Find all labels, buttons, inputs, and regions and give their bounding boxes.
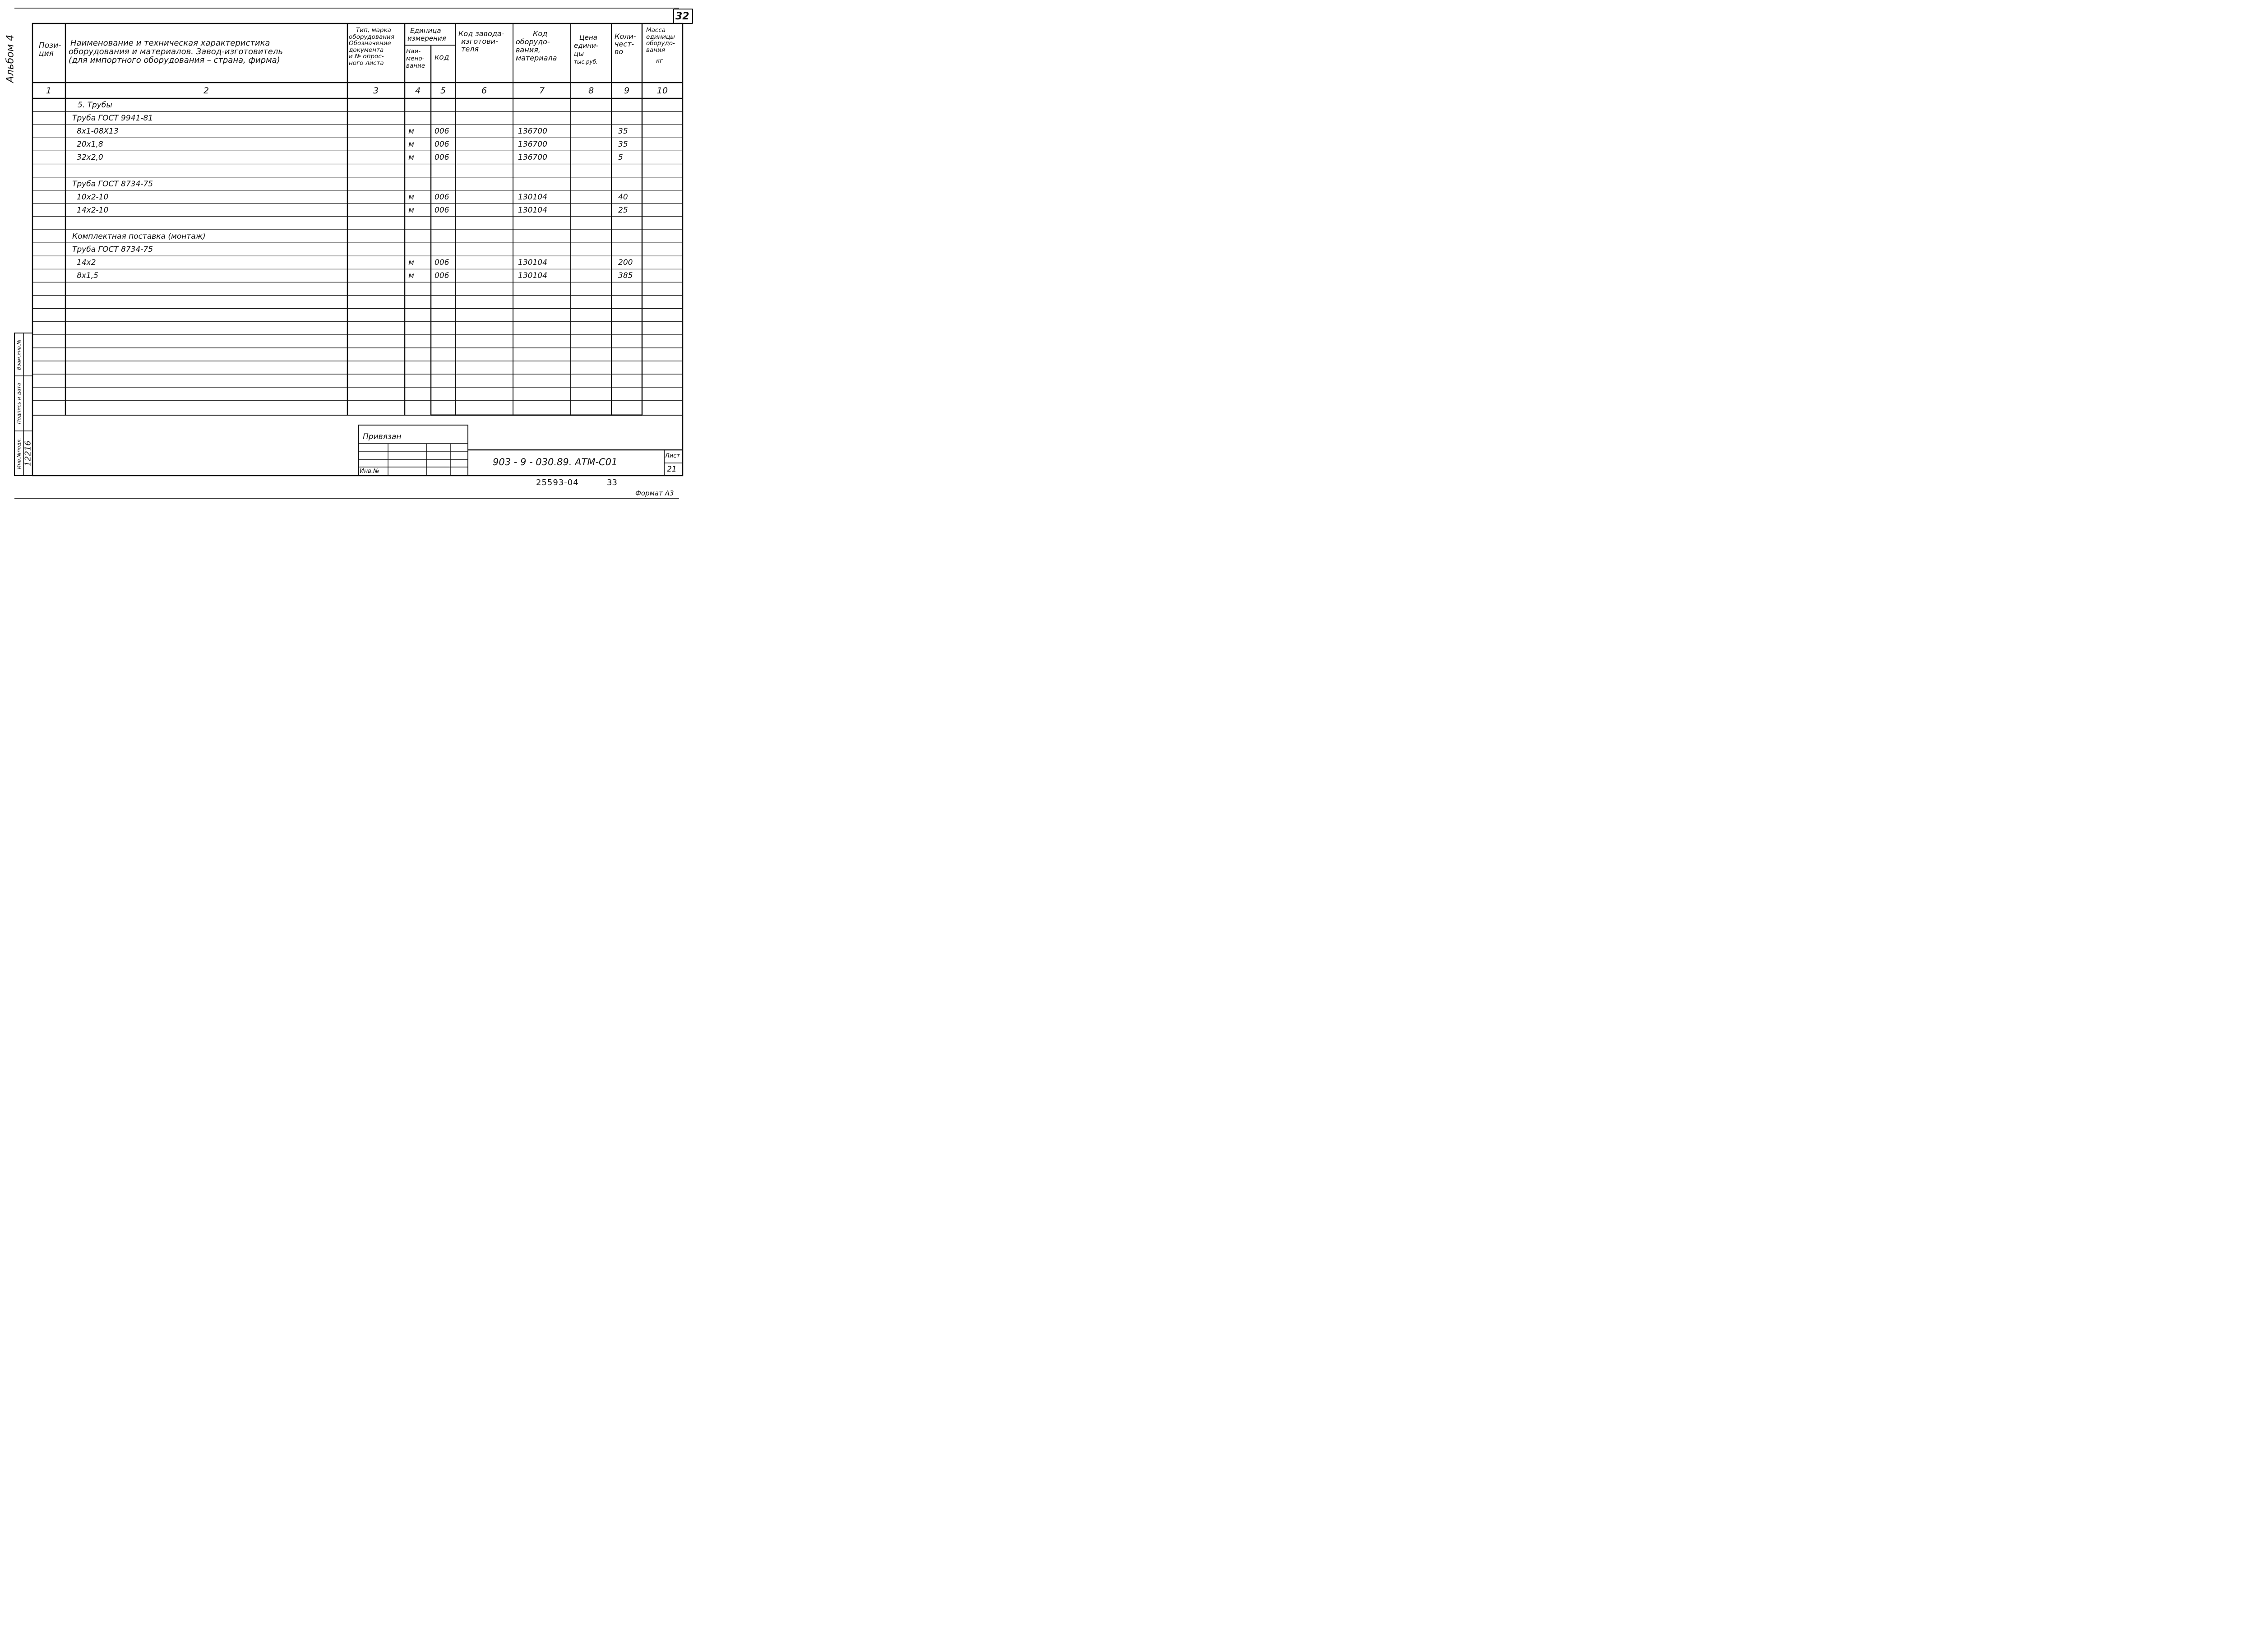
- item-name: Труба ГОСТ 9941-81: [72, 114, 153, 123]
- inventory-number: 12216: [23, 440, 33, 467]
- unit-code-cell: 006: [435, 153, 449, 162]
- material-code-cell: 130104: [518, 205, 547, 215]
- sheet-value: 21: [667, 465, 677, 474]
- item-name: 8х1-08Х13: [77, 127, 119, 136]
- unit-cell: м: [408, 140, 414, 149]
- material-code-cell: 136700: [518, 140, 547, 149]
- material-code-cell: 136700: [518, 153, 547, 162]
- side-stamp-replace-label: Взам.инв.№: [16, 339, 22, 370]
- material-code-cell: 130104: [518, 192, 547, 202]
- side-stamp-number: [23, 431, 32, 476]
- album-label-wrap: [4, 32, 17, 86]
- side-stamp-inv: [14, 431, 23, 476]
- unit-code-cell: 006: [435, 192, 449, 202]
- side-stamp-sign-label: Подпись и дата: [16, 383, 22, 424]
- header-col8: Цена едини- цы тыс.руб.: [574, 33, 599, 65]
- header-col7: Код оборудо- вания, материала: [516, 29, 557, 62]
- unit-cell: м: [408, 258, 414, 268]
- quantity-cell: 35: [618, 127, 628, 136]
- unit-cell: м: [408, 153, 414, 162]
- quantity-cell: 200: [618, 258, 633, 268]
- item-name: 32х2,0: [77, 153, 103, 162]
- item-name: 5. Трубы: [78, 101, 112, 110]
- side-stamp-inv-label: Инв.№подл.: [16, 438, 22, 469]
- side-stamp-replace: [14, 333, 23, 376]
- quantity-cell: 385: [618, 271, 633, 281]
- unit-cell: м: [408, 205, 414, 215]
- quantity-cell: 25: [618, 205, 628, 215]
- item-name: Комплектная поставка (монтаж): [72, 232, 206, 241]
- header-col5: код: [435, 53, 449, 62]
- inv-label: Инв.№: [360, 468, 379, 475]
- format-label: Формат А3: [635, 489, 674, 497]
- unit-cell: м: [408, 127, 414, 136]
- item-name: Труба ГОСТ 8734-75: [72, 245, 153, 255]
- quantity-cell: 35: [618, 140, 628, 149]
- side-stamp-sign: [14, 376, 23, 431]
- item-name: 14х2: [77, 258, 96, 268]
- sheet-number: 32: [675, 11, 689, 22]
- unit-cell: м: [408, 271, 414, 281]
- header-col10: Масса единицы оборудо- вания кг: [646, 27, 675, 65]
- quantity-cell: 40: [618, 192, 628, 202]
- item-name: Труба ГОСТ 8734-75: [72, 179, 153, 189]
- sheet-label: Лист: [665, 453, 680, 459]
- item-name: 14х2-10: [77, 205, 109, 215]
- header-col9: Коли- чест- во: [615, 32, 636, 56]
- material-code-cell: 130104: [518, 271, 547, 281]
- quantity-cell: 5: [618, 153, 623, 162]
- unit-code-cell: 006: [435, 258, 449, 268]
- album-label: Альбом 4: [5, 34, 16, 83]
- header-col4: Наи- мено- вание: [406, 48, 425, 69]
- item-name: 20х1,8: [77, 140, 103, 149]
- item-name: 10х2-10: [77, 192, 109, 202]
- unit-cell: м: [408, 192, 414, 202]
- header-unit-group: Единица измерения: [407, 27, 446, 42]
- document-code: 903 - 9 - 030.89. АТМ-С01: [493, 457, 618, 467]
- item-name: 8х1,5: [77, 271, 98, 281]
- header-col2: Наименование и техническая характеристика оборудования и материалов. Завод-изготовитель (для импортного оборудования – страна, фирма): [69, 38, 283, 65]
- material-code-cell: 136700: [518, 127, 547, 136]
- unit-code-cell: 006: [435, 127, 449, 136]
- material-code-cell: 130104: [518, 258, 547, 268]
- header-col1: Пози- ция: [39, 41, 61, 58]
- header-col3: Тип, марка оборудования Обозначение документа и № опрос- ного листа: [349, 27, 394, 67]
- header-col6: Код завода- изготови- теля: [458, 29, 504, 53]
- archive-number: 25593-04: [536, 478, 579, 487]
- unit-code-cell: 006: [435, 205, 449, 215]
- unit-code-cell: 006: [435, 140, 449, 149]
- bound-label: Привязан: [363, 432, 402, 441]
- archive-page: 33: [607, 478, 617, 487]
- unit-code-cell: 006: [435, 271, 449, 281]
